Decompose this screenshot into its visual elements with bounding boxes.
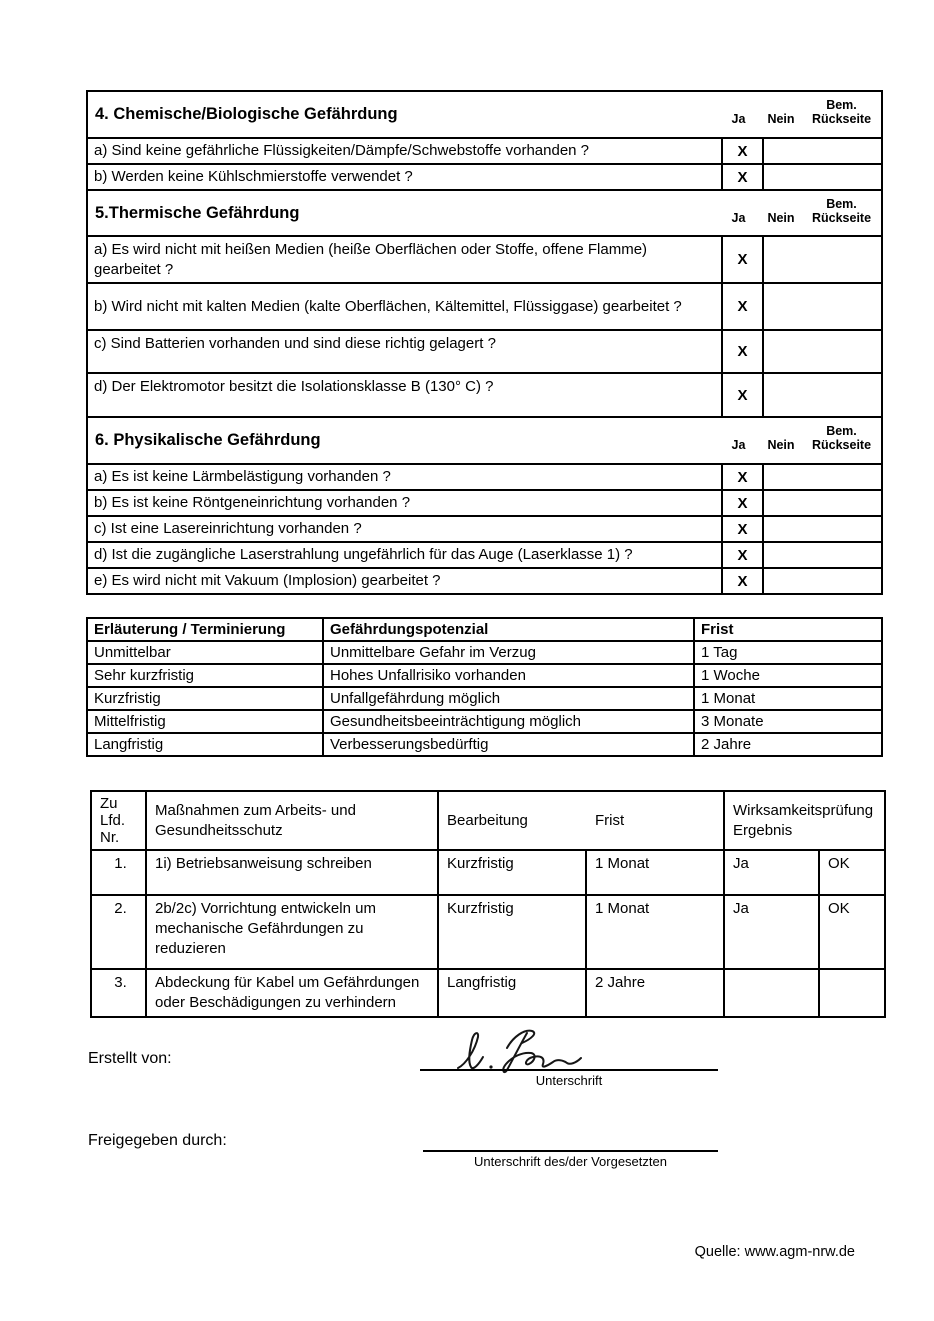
column-labels (718, 424, 880, 457)
question-text: d) Ist die zugängliche Laserstrahlung ungefährlich für das Auge (Laserklasse 1) ? (87, 542, 722, 568)
remark-cell (763, 464, 882, 490)
col-label-bem: Bem. Rückseite (811, 98, 872, 126)
hazard-row (87, 330, 882, 373)
legend-row: Sehr kurzfristig Hohes Unfallrisiko vorhanden 1 Woche (87, 664, 882, 687)
section-header-4 (87, 91, 882, 138)
section-header-5 (87, 190, 882, 236)
col-label-bem: Bem. Rückseite (811, 196, 872, 225)
answer-ja-mark: X (722, 164, 763, 190)
answer-ja-mark: X (722, 138, 763, 164)
question-text: c) Ist eine Lasereinrichtung vorhanden ? (87, 516, 722, 542)
col-label-nein: Nein (767, 112, 795, 126)
header-massnahmen: Maßnahmen zum Arbeits- und Gesundheitsschutz (146, 791, 438, 850)
remark-cell (763, 330, 882, 373)
col-label-ja: Ja (731, 210, 746, 225)
answer-ja-mark: X (722, 373, 763, 417)
signature-image (450, 1026, 600, 1074)
legend-row: Unmittelbar Unmittelbare Gefahr im Verzug 1 Tag (87, 641, 882, 664)
measure-row: 2. 2b/2c) Vorrichtung entwickeln um mechanische Gefährdungen zu reduzieren Kurzfristig 1 Monat Ja OK (91, 895, 885, 969)
hazard-row (87, 283, 882, 330)
measure-row: 3. Abdeckung für Kabel um Gefährdungen oder Beschädigungen zu verhindern Langfristig 2 Jahre (91, 969, 885, 1017)
legend-header: Erläuterung / Terminierung (87, 618, 323, 641)
answer-ja-mark: X (722, 283, 763, 330)
measures-table (90, 790, 886, 1018)
measure-row: 1. 1i) Betriebsanweisung schreiben Kurzfristig 1 Monat Ja OK (91, 850, 885, 895)
hazard-row (87, 542, 882, 568)
section-title: 6. Physikalische Gefährdung (95, 431, 321, 449)
signature-line (420, 1069, 718, 1071)
answer-ja-mark: X (722, 330, 763, 373)
question-text: b) Es ist keine Röntgeneinrichtung vorhanden ? (87, 490, 722, 516)
approved-by-label: Freigegeben durch: (88, 1132, 227, 1149)
remark-cell (763, 542, 882, 568)
legend-header: Frist (694, 618, 882, 641)
hazard-row (87, 568, 882, 594)
remark-cell (763, 283, 882, 330)
hazard-row (87, 373, 882, 417)
question-text: e) Es wird nicht mit Vakuum (Implosion) gearbeitet ? (87, 568, 722, 594)
legend-row: Langfristig Verbesserungsbedürftig 2 Jahre (87, 733, 882, 756)
question-text: c) Sind Batterien vorhanden und sind diese richtig gelagert ? (87, 330, 722, 373)
remark-cell (763, 568, 882, 594)
col-label-ja: Ja (731, 112, 746, 126)
col-label-ja: Ja (731, 438, 746, 452)
approval-signature-line (423, 1150, 718, 1152)
legend-header: Gefährdungspotenzial (323, 618, 694, 641)
answer-ja-mark: X (722, 236, 763, 283)
legend-row: Kurzfristig Unfallgefährdung möglich 1 Monat (87, 687, 882, 710)
approval-signature-caption: Unterschrift des/der Vorgesetzten (474, 1154, 667, 1169)
answer-ja-mark: X (722, 490, 763, 516)
column-labels (718, 197, 880, 230)
question-text: a) Sind keine gefährliche Flüssigkeiten/Dämpfe/Schwebstoffe vorhanden ? (87, 138, 722, 164)
hazard-table (86, 90, 883, 595)
col-label-nein: Nein (767, 210, 795, 225)
hazard-row (87, 490, 882, 516)
remark-cell (763, 236, 882, 283)
created-by-label: Erstellt von: (88, 1050, 172, 1067)
hazard-row (87, 236, 882, 283)
answer-ja-mark: X (722, 464, 763, 490)
hazard-row (87, 516, 882, 542)
question-text: b) Werden keine Kühlschmierstoffe verwendet ? (87, 164, 722, 190)
question-text: b) Wird nicht mit kalten Medien (kalte Oberflächen, Kältemittel, Flüssiggase) gearbeitet ? (87, 283, 722, 330)
question-text: a) Es ist keine Lärmbelästigung vorhanden ? (87, 464, 722, 490)
question-text: a) Es wird nicht mit heißen Medien (heiße Oberflächen oder Stoffe, offene Flamme) gearbeitet ? (87, 236, 722, 283)
measures-header-row (91, 791, 885, 850)
section-title: 4. Chemische/Biologische Gefährdung (95, 105, 398, 123)
hazard-row (87, 138, 882, 164)
remark-cell (763, 490, 882, 516)
legend-table (86, 617, 883, 757)
question-text: d) Der Elektromotor besitzt die Isolationsklasse B (130° C) ? (87, 373, 722, 417)
hazard-row (87, 164, 882, 190)
legend-row: Mittelfristig Gesundheitsbeeinträchtigung möglich 3 Monate (87, 710, 882, 733)
remark-cell (763, 516, 882, 542)
header-nr: Zu Lfd. Nr. (91, 791, 146, 850)
source-note: Quelle: www.agm-nrw.de (694, 1244, 855, 1260)
col-label-nein: Nein (767, 438, 795, 452)
remark-cell (763, 138, 882, 164)
answer-ja-mark: X (722, 542, 763, 568)
answer-ja-mark: X (722, 516, 763, 542)
hazard-row (87, 464, 882, 490)
header-wirksamkeit: Wirksamkeitsprüfung Ergebnis (724, 791, 885, 850)
section-title: 5.Thermische Gefährdung (95, 203, 300, 222)
signature-caption: Unterschrift (535, 1073, 603, 1088)
remark-cell (763, 164, 882, 190)
answer-ja-mark: X (722, 568, 763, 594)
column-labels (718, 98, 880, 131)
col-label-bem: Bem. Rückseite (811, 424, 872, 452)
section-header-6 (87, 417, 882, 464)
legend-header-row (87, 618, 882, 641)
header-bearbeitung-frist: Bearbeitung Frist (438, 791, 724, 850)
remark-cell (763, 373, 882, 417)
